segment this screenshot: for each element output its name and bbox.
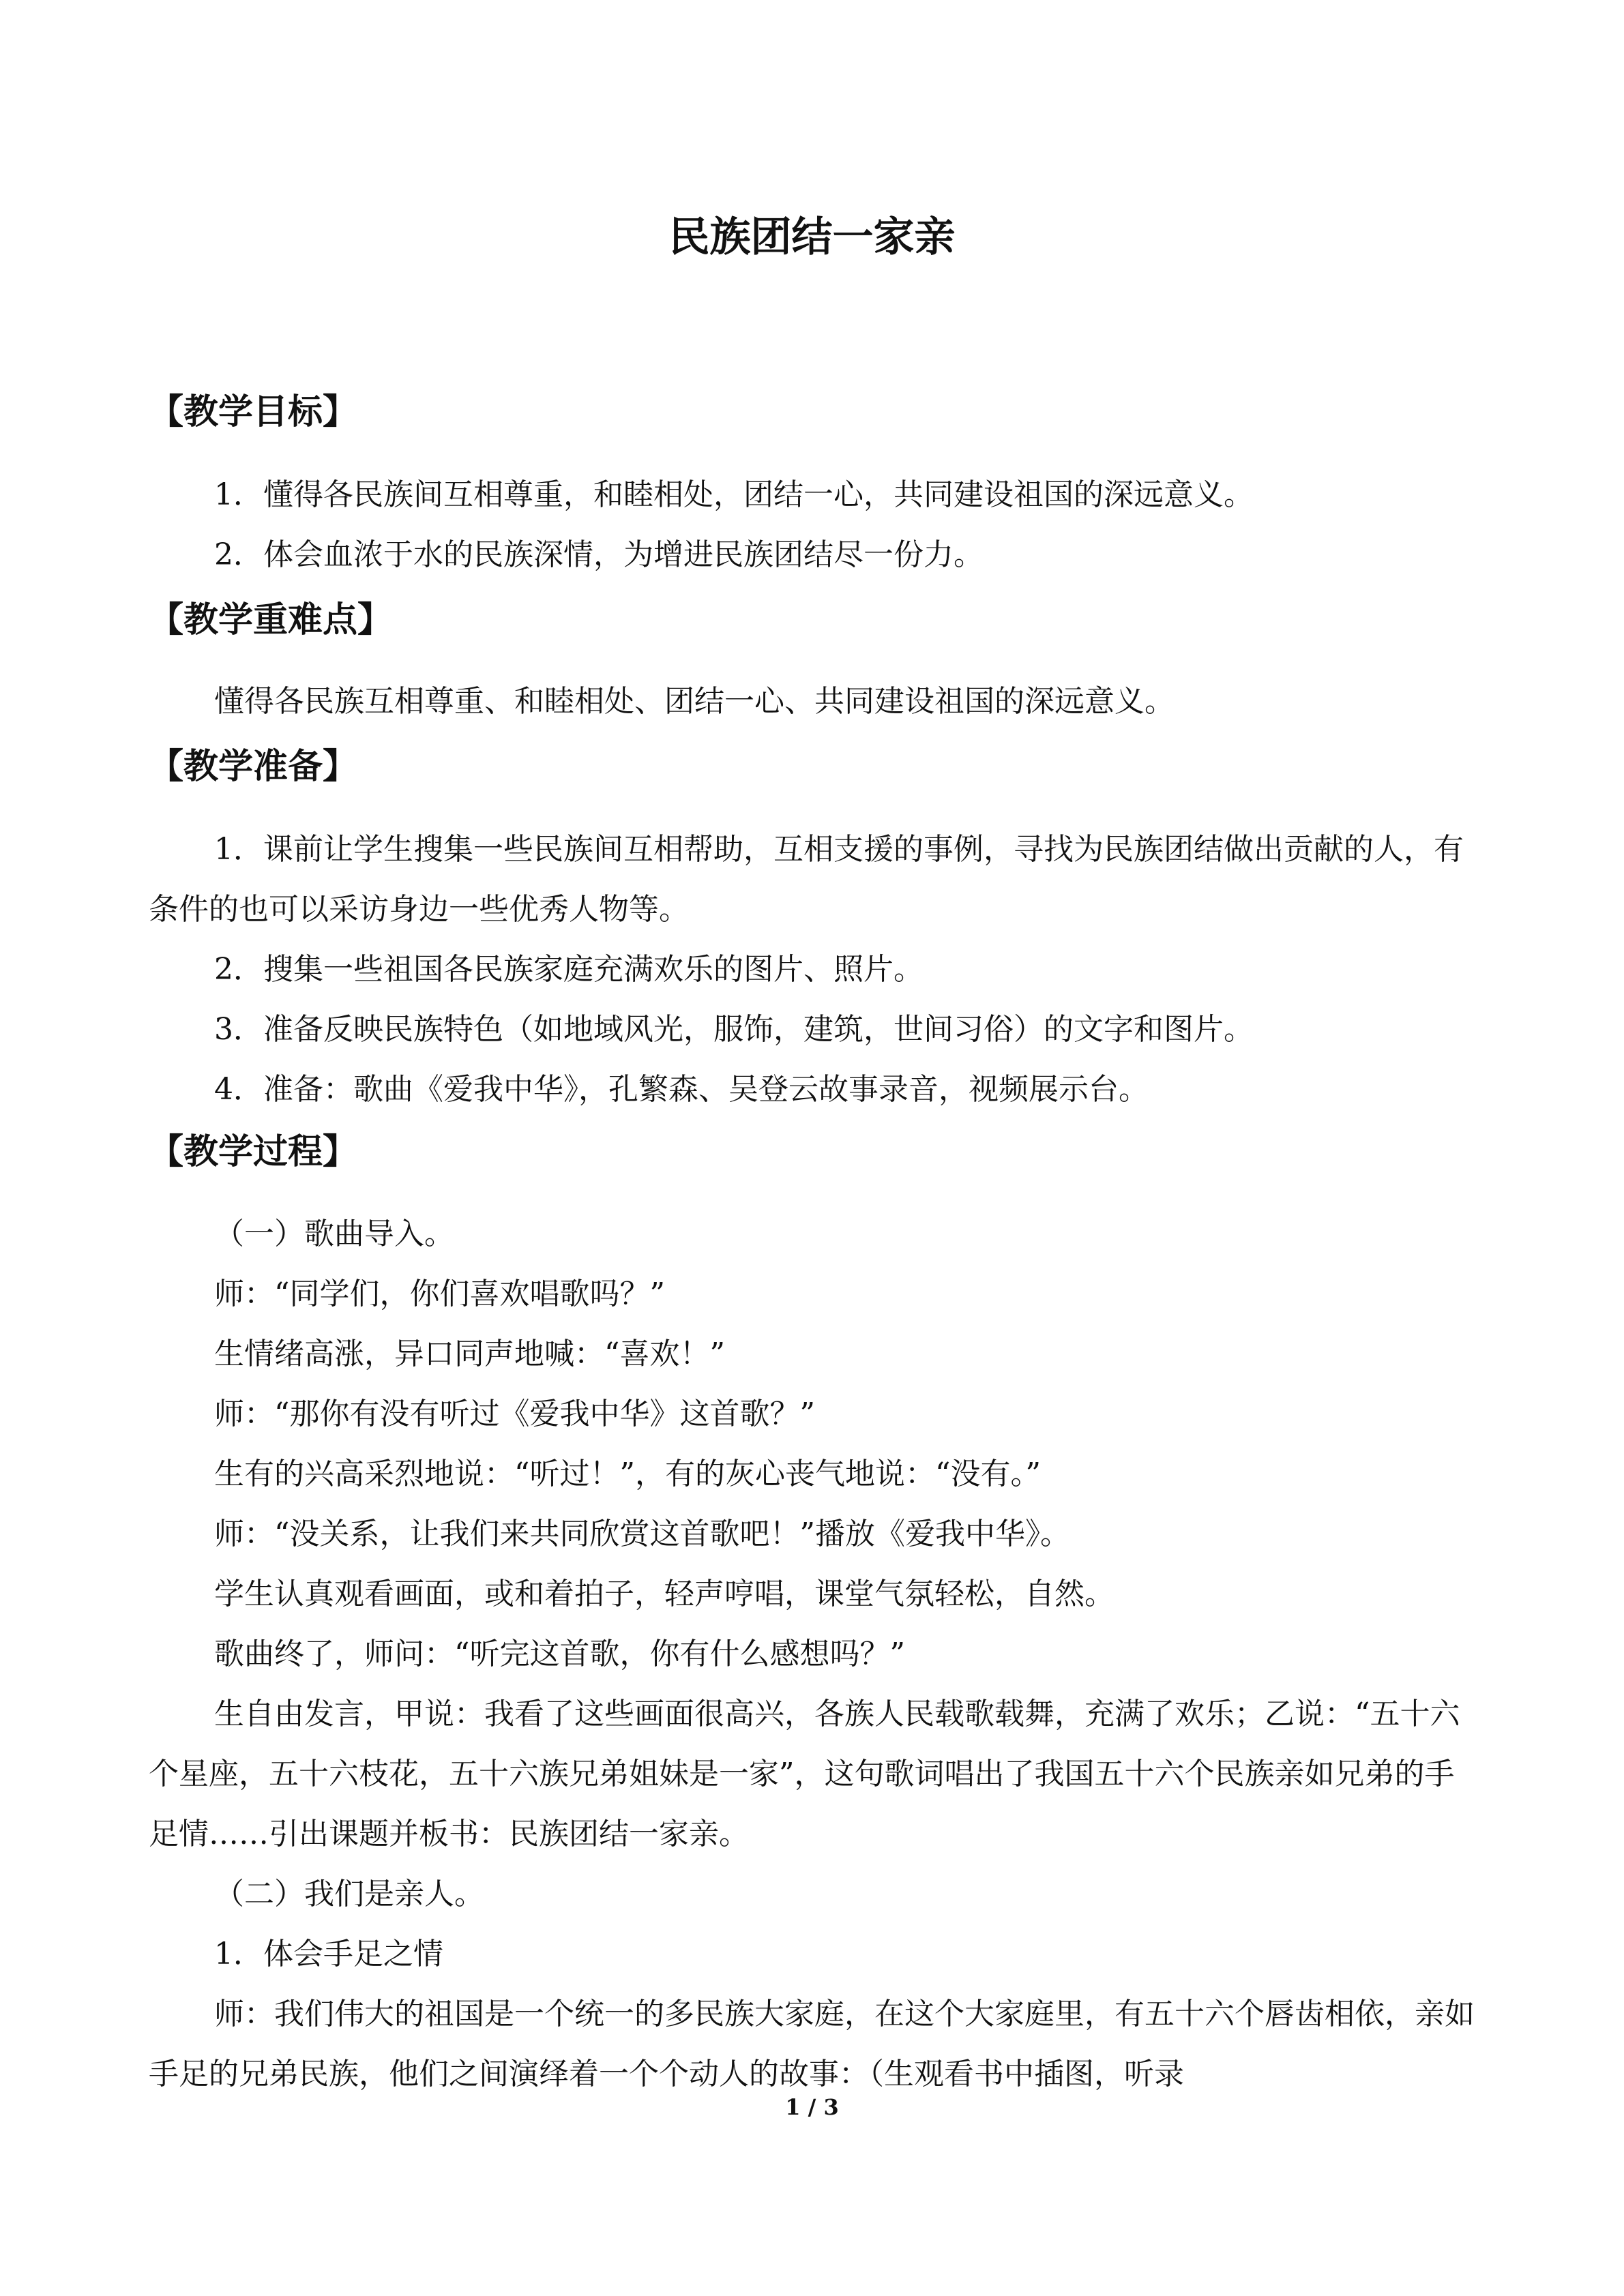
process-item: （二）我们是亲人。	[214, 1877, 484, 1911]
process-item: 1．体会手足之情	[214, 1937, 443, 1971]
page-number: 1 / 3	[785, 2094, 839, 2120]
heading-preparation: 【教学准备】	[149, 747, 358, 787]
process-item: 生情绪高涨，异口同声地喊：“喜欢！”	[214, 1337, 725, 1371]
process-item: 师：“同学们，你们喜欢唱歌吗？”	[214, 1277, 665, 1311]
process-item: 生自由发言，甲说：我看了这些画面很高兴，各族人民载歌载舞，充满了欢乐；乙说：“五十六个星座，五十六枝花，五十六族兄弟姐妹是一家”，这句歌词唱出了我国五十六个民族亲如兄弟的手足情……引出课题并板书：民族团结一家亲。	[149, 1697, 1460, 1851]
process-item: 师：“那你有没有听过《爱我中华》这首歌？”	[214, 1397, 815, 1431]
preparation-item: 3．准备反映民族特色（如地域风光，服饰，建筑，世间习俗）的文字和图片。	[214, 1012, 1254, 1047]
process-item: 生有的兴高采烈地说：“听过！”，有的灰心丧气地说：“没有。”	[214, 1457, 1041, 1491]
heading-process: 【教学过程】	[149, 1132, 358, 1172]
preparation-item: 2．搜集一些祖国各民族家庭充满欢乐的图片、照片。	[214, 952, 924, 987]
preparation-item: 4．准备：歌曲《爱我中华》，孔繁森、吴登云故事录音，视频展示台。	[214, 1072, 1149, 1107]
goal-item: 2．体会血浓于水的民族深情，为增进民族团结尽一份力。	[214, 537, 984, 572]
process-item: 歌曲终了，师问：“听完这首歌，你有什么感想吗？”	[214, 1637, 905, 1671]
heading-key-points: 【教学重难点】	[149, 600, 393, 640]
heading-goals: 【教学目标】	[149, 392, 358, 432]
key-points-text: 懂得各民族互相尊重、和睦相处、团结一心、共同建设祖国的深远意义。	[214, 684, 1175, 719]
document-title: 民族团结一家亲	[668, 213, 956, 261]
process-item: 师：我们伟大的祖国是一个统一的多民族大家庭，在这个大家庭里，有五十六个唇齿相依，亲如手足的兄弟民族，他们之间演绎着一个个动人的故事：（生观看书中插图，听录	[149, 1997, 1475, 2091]
process-item: 师：“没关系，让我们来共同欣赏这首歌吧！”播放《爱我中华》。	[214, 1517, 1070, 1551]
preparation-item: 1．课前让学生搜集一些民族间互相帮助，互相支援的事例，寻找为民族团结做出贡献的人，有条件的也可以采访身边一些优秀人物等。	[149, 832, 1464, 927]
goal-item: 1．懂得各民族间互相尊重，和睦相处，团结一心，共同建设祖国的深远意义。	[214, 477, 1254, 512]
process-item: 学生认真观看画面，或和着拍子，轻声哼唱，课堂气氛轻松，自然。	[214, 1577, 1114, 1611]
process-item: （一）歌曲导入。	[214, 1217, 454, 1251]
